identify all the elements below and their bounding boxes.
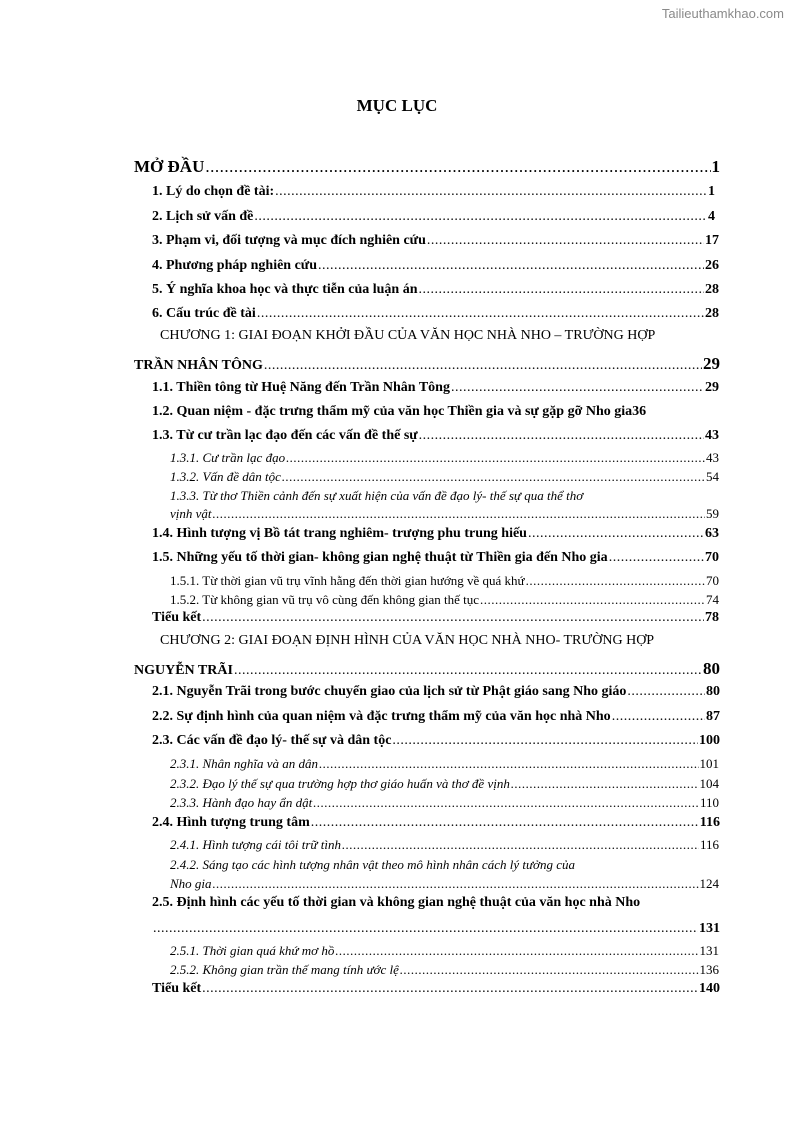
dot-leader	[213, 877, 699, 890]
toc-entry-page: 116	[699, 837, 719, 852]
toc-entry-page: 17	[705, 233, 719, 248]
toc-entry-page: 131	[699, 921, 720, 936]
page-title: MỤC LỤC	[356, 96, 438, 115]
toc-entry[interactable]	[152, 710, 720, 724]
toc-entry[interactable]	[170, 777, 719, 790]
toc-entry-page: 104	[699, 776, 719, 791]
toc-entry[interactable]	[152, 611, 719, 625]
toc-entry-page: 59	[706, 506, 719, 521]
toc-entry-page: 110	[699, 795, 719, 810]
dot-leader	[526, 574, 705, 587]
toc-entry-label: 1.3. Từ cư trần lạc đạo đến các vấn đề thế sự	[152, 428, 418, 443]
toc-entry-label: 2.2. Sự định hình của quan niệm và đặc trưng thẩm mỹ của văn học nhà Nho	[152, 709, 611, 724]
toc-entry[interactable]	[152, 210, 715, 224]
toc-entry-chapter-2[interactable]	[134, 660, 720, 678]
dot-leader	[275, 185, 707, 199]
toc-entry-label: 1. Lý do chọn đề tài:	[152, 184, 275, 199]
dot-leader	[153, 922, 698, 936]
toc-entry-label: 1.2. Quan niệm - đặc trưng thẩm mỹ của văn học Thiền gia và sự gặp gỡ Nho gia	[152, 404, 633, 419]
toc-entry[interactable]	[152, 734, 720, 748]
toc-entry[interactable]	[152, 381, 719, 395]
toc-entry-label: 2.3.2. Đạo lý thế sự qua trường hợp thơ giáo huấn và thơ đề vịnh	[170, 776, 510, 791]
toc-entry-page: 63	[705, 526, 719, 541]
toc-entry-page: 136	[699, 962, 719, 977]
toc-entry-label: 2.3.1. Nhân nghĩa và an dân	[170, 756, 319, 771]
dot-leader	[480, 593, 705, 606]
toc-entry-page: 131	[699, 943, 719, 958]
toc-entry-label: 2. Lịch sử vấn đề	[152, 209, 254, 224]
toc-entry-page: 80	[706, 684, 720, 699]
toc-entry-label: 1.4. Hình tượng vị Bồ tát trang nghiêm- trượng phu trung hiếu	[152, 526, 527, 541]
toc-entry[interactable]	[152, 429, 719, 443]
dot-leader	[282, 470, 705, 483]
toc-entry-label: 2.5.2. Không gian trần thế mang tính ước lệ	[170, 962, 399, 977]
chapter-1-heading: CHƯƠNG 1: GIAI ĐOẠN KHỞI ĐẦU CỦA VĂN HỌC NHÀ NHO – TRƯỜNG HỢP	[160, 328, 656, 343]
toc-entry-label: 1.1. Thiền tông từ Huệ Năng đến Trần Nhân Tông	[152, 380, 450, 395]
toc-entry-label: 1.3.1. Cư trần lạc đạo	[170, 450, 286, 465]
watermark: Tailieuthamkhao.com	[661, 6, 784, 21]
dot-leader	[257, 307, 704, 321]
dot-leader	[286, 451, 705, 464]
toc-entry-label: 2.3.3. Hành đạo hay ẩn dật	[170, 795, 313, 810]
dot-leader	[392, 734, 698, 748]
toc-entry-page: 80	[703, 659, 720, 678]
toc-entry-wrapped-line: 2.4.2. Sáng tạo các hình tượng nhân vật theo mô hình nhân cách lý tưởng của	[170, 857, 575, 872]
toc-entry[interactable]	[152, 816, 720, 830]
chapter-2-heading: CHƯƠNG 2: GIAI ĐOẠN ĐỊNH HÌNH CỦA VĂN HỌC NHÀ NHO- TRƯỜNG HỢP	[160, 633, 655, 648]
dot-leader	[427, 234, 704, 248]
dot-leader	[311, 816, 699, 830]
toc-entry-page: 101	[699, 756, 719, 771]
dot-leader	[202, 611, 704, 625]
dot-leader	[234, 664, 702, 678]
toc-entry[interactable]	[170, 757, 719, 770]
toc-entry-label: Nho gia	[170, 876, 212, 891]
toc-entry-page: 29	[705, 380, 719, 395]
toc-entry-page: 28	[705, 306, 719, 321]
toc-entry-label: 1.5.1. Từ thời gian vũ trụ vĩnh hằng đến thời gian hướng về quá khứ	[170, 573, 525, 588]
toc-entry[interactable]	[170, 796, 719, 809]
dot-leader	[319, 757, 698, 770]
toc-entry-page: 26	[705, 258, 719, 273]
toc-entry-label: 3. Phạm vi, đối tượng và mục đích nghiên cứu	[152, 233, 426, 248]
toc-entry-page: 70	[705, 550, 719, 565]
toc-entry[interactable]	[170, 593, 719, 606]
toc-entry[interactable]	[152, 283, 719, 297]
toc-entry-wrapped-line: 1.3.3. Từ thơ Thiền cảnh đến sự xuất hiện của vấn đề đạo lý- thế sự qua thể thơ	[170, 488, 584, 503]
dot-leader	[342, 838, 699, 851]
toc-entry[interactable]	[170, 877, 719, 890]
toc-entry-page: 36	[632, 404, 647, 419]
toc-entry[interactable]	[152, 982, 720, 996]
dot-leader	[609, 551, 704, 565]
toc-entry[interactable]	[152, 527, 719, 541]
dot-leader	[528, 527, 704, 541]
toc-entry-page: 29	[703, 354, 720, 373]
toc-entry[interactable]	[170, 507, 719, 520]
dot-leader	[400, 963, 699, 976]
toc-entry-page: 124	[699, 876, 719, 891]
toc-entry[interactable]	[152, 922, 720, 936]
toc-entry-label: Tiểu kết	[152, 981, 202, 996]
toc-entry-page: 1	[708, 184, 715, 199]
toc-entry[interactable]	[152, 405, 720, 419]
toc-entry-label: 2.1. Nguyễn Trãi trong bước chuyển giao của lịch sử từ Phật giáo sang Nho giáo	[152, 684, 627, 699]
toc-entry[interactable]	[152, 307, 719, 321]
dot-leader	[451, 381, 704, 395]
toc-entry-label: TRẦN NHÂN TÔNG	[134, 358, 263, 373]
dot-leader	[627, 685, 705, 699]
toc-entry-wrapped-line: 2.5. Định hình các yếu tố thời gian và không gian nghệ thuật của văn học nhà Nho	[152, 895, 641, 910]
toc-entry-label: Tiểu kết	[152, 610, 202, 625]
toc-entry-page: 28	[705, 282, 719, 297]
toc-entry-label: 4. Phương pháp nghiên cứu	[152, 258, 317, 273]
toc-entry-page: 70	[706, 573, 719, 588]
dot-leader	[202, 982, 698, 996]
toc-entry[interactable]	[152, 234, 719, 248]
toc-entry[interactable]	[152, 259, 719, 273]
toc-entry-label: 6. Cấu trúc đề tài	[152, 306, 256, 321]
toc-entry-label: 2.4. Hình tượng trung tâm	[152, 815, 310, 830]
toc-entry-page: 100	[699, 733, 720, 748]
dot-leader	[318, 259, 704, 273]
dot-leader	[313, 796, 699, 809]
dot-leader	[205, 158, 710, 175]
toc-entry-page: 43	[705, 428, 719, 443]
toc-entry[interactable]	[152, 551, 719, 565]
dot-leader	[254, 210, 707, 224]
toc-entry-label: MỞ ĐẦU	[134, 157, 205, 176]
toc-entry[interactable]	[152, 685, 720, 699]
toc-entry-page: 116	[699, 815, 720, 830]
dot-leader	[264, 359, 702, 373]
toc-entry-label: 5. Ý nghĩa khoa học và thực tiễn của luận án	[152, 282, 418, 297]
toc-entry[interactable]	[152, 185, 715, 199]
toc-entry[interactable]	[170, 451, 719, 464]
toc-entry-page: 4	[708, 209, 715, 224]
toc-entry-label: 2.3. Các vấn đề đạo lý- thế sự và dân tộc	[152, 733, 392, 748]
toc-entry-page: 78	[705, 610, 719, 625]
toc-entry[interactable]	[170, 963, 719, 976]
toc-entry-label: 1.5. Những yếu tố thời gian- không gian nghệ thuật từ Thiền gia đến Nho gia	[152, 550, 608, 565]
toc-entry-label: NGUYỄN TRÃI	[134, 663, 233, 678]
dot-leader	[419, 283, 704, 297]
toc-entry-chapter-1[interactable]	[134, 355, 720, 373]
toc-entry-page: 87	[706, 709, 720, 724]
toc-entry-label: 1.5.2. Từ không gian vũ trụ vô cùng đến không gian thế tục	[170, 592, 480, 607]
toc-entry-page: 1	[711, 157, 720, 176]
toc-entry-page: 140	[699, 981, 720, 996]
dot-leader	[612, 710, 705, 724]
toc-entry-page: 54	[706, 469, 719, 484]
toc-entry-label: 1.3.2. Vấn đề dân tộc	[170, 469, 281, 484]
dot-leader	[213, 507, 705, 520]
toc-entry-label: vịnh vật	[170, 506, 212, 521]
toc-entry-label: 2.5.1. Thời gian quá khứ mơ hồ	[170, 943, 335, 958]
dot-leader	[419, 429, 704, 443]
dot-leader	[335, 944, 698, 957]
toc-entry[interactable]	[170, 470, 719, 483]
toc-entry[interactable]	[170, 944, 719, 957]
toc-entry[interactable]	[170, 574, 719, 587]
dot-leader	[511, 777, 699, 790]
toc-entry-label: 2.4.1. Hình tượng cái tôi trữ tình	[170, 837, 341, 852]
toc-entry-page: 74	[706, 592, 719, 607]
toc-entry-mo-dau[interactable]	[134, 158, 720, 175]
toc-entry[interactable]	[170, 838, 719, 851]
toc-entry-page: 43	[706, 450, 719, 465]
